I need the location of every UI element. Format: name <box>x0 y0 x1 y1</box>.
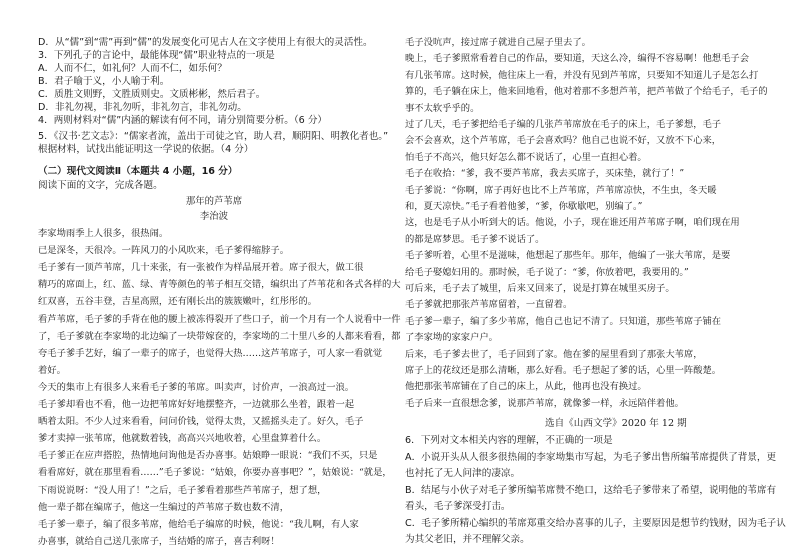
question-line: A．人而不仁，如礼何？人而不仁，如乐何？ <box>38 63 227 74</box>
question-line: D．从“儒”到“需”再到“儒”的发展变化可见古人在文字使用上有很大的灵活性。 <box>38 37 373 48</box>
story-line: 毛子在收拾：“爹，我不要芦苇席，我去买席子，买床垫，就行了！” <box>405 168 685 180</box>
question-line: C．毛子爹所精心编织的苇席郑重交给办喜事的儿子，主要原因是想节约钱财，因为毛子认 <box>405 517 786 529</box>
story-line: 已是深冬，天很冷。一阵风刀的小风吹来，毛子爹得缩脖子。 <box>38 245 290 257</box>
story-line: 夸毛子爹手艺好，编了一辈子的席子，也觉得大热……这芦苇席子，可人家一看就觉 <box>38 347 382 359</box>
story-line: 着好。 <box>38 364 66 376</box>
story-line: 可后来，毛子去了城里，后来又回来了，说是打算在城里买房子。 <box>405 283 675 294</box>
question-line: 6．下列对文本相关内容的理解，不正确的一项是 <box>405 435 613 446</box>
story-line: 毛子爹听着，心里不是滋味，他想起了那些年。那年，他编了一张大苇席，是要 <box>405 250 731 262</box>
story-line: 红双喜，五谷丰登，吉星高照，还有刚长出的簇簇嫩叶，红彤彤的。 <box>38 296 317 308</box>
story-line: 下雨说说呀：“没人用了！”之后，毛子爹看着那些芦苇席子，想了想， <box>38 484 327 496</box>
story-line: 毛子爹有一顶芦苇席，几十来张，有一张被作为样品展开着。席子很大，做工很 <box>38 262 364 274</box>
story-line: 事不太软乎乎的。 <box>405 102 480 114</box>
story-line: 毛子爹一辈子，编了很多苇席，他给毛子编席的时候，他说：“我儿啊，有人家 <box>38 518 359 530</box>
story-line: 和，夏天凉快。”毛子看着他爹，“爹，你歇歇吧，别编了。” <box>405 201 643 212</box>
question-line: 也衬托了无人问津的凄凉。 <box>405 468 521 479</box>
question-line: 看头，毛子爹深受打击。 <box>405 501 511 512</box>
story-line: 毛子爹正在应声搭腔，热情地问询他是否办喜事。姑娘睁一眼说：“我们不买，只是 <box>38 450 378 462</box>
question-line: 4．两则材料对“儒”内涵的解读有何不同，请分别简要分析。（6 分） <box>38 115 328 126</box>
story-line: 毛子爹就把那张芦苇席留着，一直留着。 <box>405 299 573 311</box>
story-line: 过了几天，毛子爹把给毛子编的几张芦苇席放在毛子的床上，毛子爹想，毛子 <box>405 119 722 130</box>
story-title: 那年的芦苇席 <box>185 196 243 207</box>
story-line: 他把那张苇席铺在了自己的床上，从此，他再也没有换过。 <box>405 381 647 393</box>
story-line: 了，毛子爹就在李家坳的北边编了一块带嫁奁的，李家坳的二十里八乡的人都来看看，都 <box>38 330 401 342</box>
story-line: 这，也是毛子从小听到大的话。他说，小子，现在谁还用芦苇席子啊，咱们现在用 <box>405 217 740 229</box>
story-line: 办喜事，就给自己送几张席子，当结婚的席子，喜吉利呀！ <box>38 535 280 547</box>
story-line: 晒着太阳。不少人过来看看，问问价钱，觉得太贵，又摇摇头走了。好久，毛子 <box>38 416 364 428</box>
reading-instruction: 阅读下面的文字，完成各题。 <box>38 180 163 191</box>
question-line: 根据材料，试找出能证明这一学说的依据。（4 分） <box>38 144 254 155</box>
story-line: 的都是席梦思。毛子爹不说话了。 <box>405 233 545 245</box>
story-line: 毛子爹却看也不看，他一边把苇席好好地摆整齐，一边就那么坐着，跟着一起 <box>38 399 355 410</box>
story-line: 李家坳雨季上人很多，很热闹。 <box>38 228 169 239</box>
story-author: 李治波 <box>199 211 229 222</box>
story-line: 他一辈子都在编席子，他这一生编过的芦苇席子数也数不清， <box>38 501 290 513</box>
story-source: 选自《山西文学》2020 年 12 期 <box>545 418 687 429</box>
story-line: 精巧的席面上，红、蓝、绿、青等颜色的苇子相互交错，编织出了芦苇花和各式各样的大 <box>38 279 401 291</box>
story-line: 席子上的花纹还是那么清晰，那么好看。毛子想起了爹的话，心里一阵酸楚。 <box>405 365 722 376</box>
story-line: 毛子爹一辈子，编了多少苇席，他自己也记不清了。只知道，那些苇席子铺在 <box>405 315 722 327</box>
question-line: D．非礼勿视，非礼勿听，非礼勿言，非礼勿动。 <box>38 102 247 113</box>
story-line: 看看席好，就在那里看看……”毛子爹说：“姑娘，你要办喜事吧？”，姑娘说：“就是， <box>38 467 392 479</box>
story-line: 毛子没吭声，接过席子就进自己屋子里去了。 <box>405 37 591 48</box>
story-line: 看芦苇席，毛子爹的手背在他的腰上被冻得裂开了些口子，前一个月有一个人说看中一件 <box>38 313 401 325</box>
question-line: 5．《汉书·艺文志》：“儒家者流，盖出于司徒之官，助人君，顺阴阳、明教化者也。” <box>38 131 389 142</box>
story-line: 会不会喜欢，这个芦苇席，毛子会喜欢吗？他自己也说不好，又放不下心来， <box>405 135 722 147</box>
question-line: 为其父老旧，并不理解父亲。 <box>405 534 530 545</box>
story-line: 有几张苇席。这时候，他往床上一看，并没有见到芦苇席，只要知不知道儿子是怎么打 <box>405 69 759 81</box>
story-line: 了李家坳的家家户户。 <box>405 332 498 344</box>
story-line: 晚上，毛子爹照常看着自己的作品，要知道，天这么冷，编得不容易啊！他想毛子会 <box>405 53 749 65</box>
story-line: 毛子爹说：“你啊，席子再好也比不上芦苇席，芦苇席凉快，不生虫，冬天暖 <box>405 184 717 196</box>
section-heading: （二）现代文阅读Ⅱ（本题共 4 小题，16 分） <box>38 166 238 177</box>
question-line: 3．下列孔子的言论中，最能体现“儒”职业特点的一项是 <box>38 50 275 61</box>
story-line: 怕毛子不高兴，他只好怎么都不说话了，心里一直担心着。 <box>405 151 647 163</box>
story-line: 毛子后来一直很想念爹，说那芦苇席，就像爹一样，永远陪伴着他。 <box>405 397 684 409</box>
question-line: C．质胜文则野，文胜质则史。文质彬彬，然后君子。 <box>38 89 266 100</box>
question-line: B．君子喻于义，小人喻于利。 <box>38 76 170 87</box>
question-line: B．结尾与小伙子对毛子爹所编苇席赞不绝口，这给毛子爹带来了希望，说明他的苇席有 <box>405 484 777 496</box>
question-line: A．小说开头从人很多很热闹的李家坳集市写起，为毛子爹出售所编苇席提供了背景，更 <box>405 451 777 463</box>
story-line: 算的，毛子躺在床上，他来回地看，他对着那不多想芦苇，把芦苇做了个给毛子，毛子的 <box>405 86 768 98</box>
story-line: 给毛子娶媳妇用的。那时候，毛子说了：“爹，你放着吧，我要用的。” <box>405 266 689 278</box>
story-line: 爹才卖掉一张苇席，他就数着钱，高高兴兴地收着，心里盘算着什么。 <box>38 433 327 445</box>
story-line: 今天的集市上有很多人来看毛子爹的苇席。叫卖声，讨价声，一浪高过一浪。 <box>38 381 355 393</box>
story-line: 后来，毛子爹去世了，毛子回到了家。他在爹的屋里看到了那张大苇席， <box>405 348 703 360</box>
